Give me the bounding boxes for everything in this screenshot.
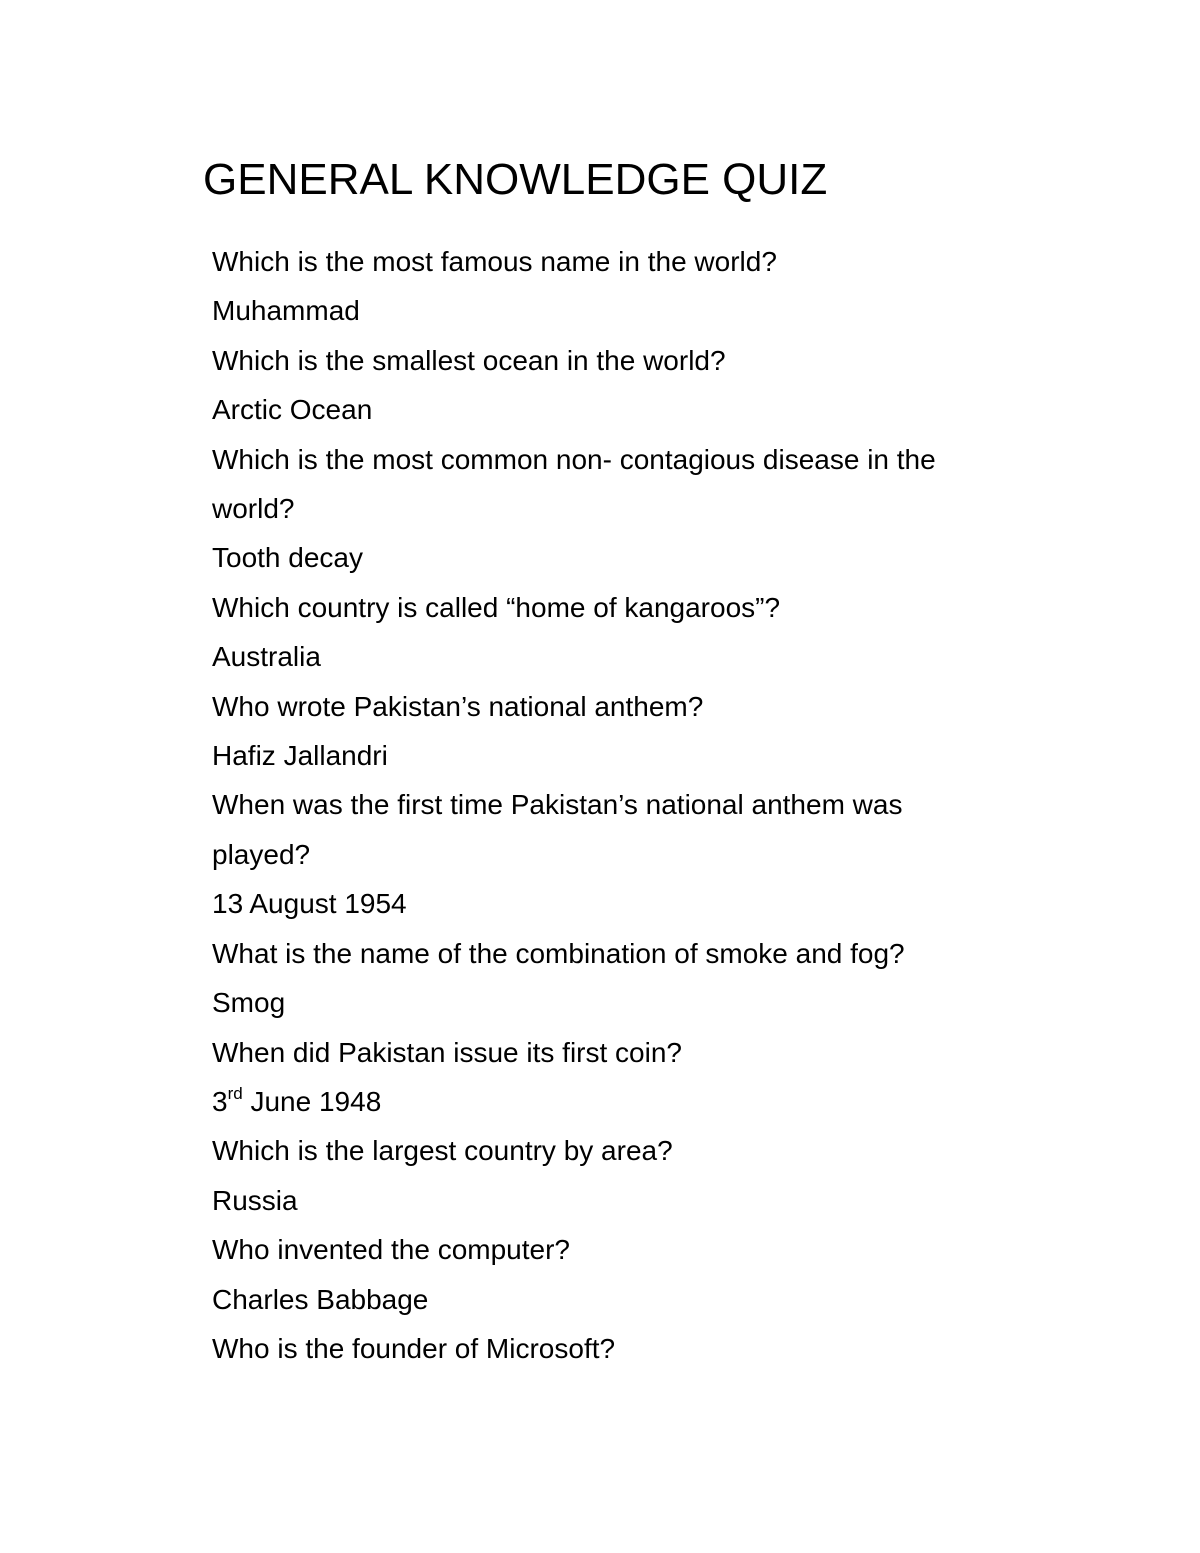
question-5: Who wrote Pakistan’s national anthem? (212, 690, 704, 722)
question-4: Which country is called “home of kangaroos”? (212, 591, 781, 623)
answer-8-month-year: June 1948 (242, 1085, 382, 1117)
answer-6: 13 August 1954 (212, 888, 407, 920)
question-8: When did Pakistan issue its first coin? (212, 1036, 682, 1068)
quiz-content (212, 237, 1092, 1373)
answer-1: Muhammad (212, 295, 360, 327)
question-11: Who is the founder of Microsoft? (212, 1332, 616, 1364)
quiz-title: GENERAL KNOWLEDGE QUIZ (203, 155, 828, 204)
question-6-line-1: When was the first time Pakistan’s national anthem was (212, 789, 903, 821)
answer-2: Arctic Ocean (212, 394, 373, 426)
question-6-line-2: played? (212, 838, 311, 870)
answer-5: Hafiz Jallandri (212, 740, 388, 772)
answer-8-ordinal-suffix: rd (227, 1083, 243, 1103)
question-7: What is the name of the combination of smoke and fog? (212, 937, 905, 969)
answer-10: Charles Babbage (212, 1283, 429, 1315)
answer-8 (212, 1077, 1092, 1126)
answer-9: Russia (212, 1184, 298, 1216)
question-3-line-1: Which is the most common non- contagious disease in the (212, 443, 936, 475)
answer-4: Australia (212, 641, 321, 673)
answer-3: Tooth decay (212, 542, 363, 574)
answer-7: Smog (212, 987, 286, 1019)
question-10: Who invented the computer? (212, 1234, 570, 1266)
question-1: Which is the most famous name in the world? (212, 246, 777, 277)
answer-8-day: 3 (212, 1085, 228, 1117)
question-2: Which is the smallest ocean in the world? (212, 344, 726, 376)
question-9: Which is the largest country by area? (212, 1135, 673, 1167)
question-3-line-2: world? (212, 493, 295, 525)
